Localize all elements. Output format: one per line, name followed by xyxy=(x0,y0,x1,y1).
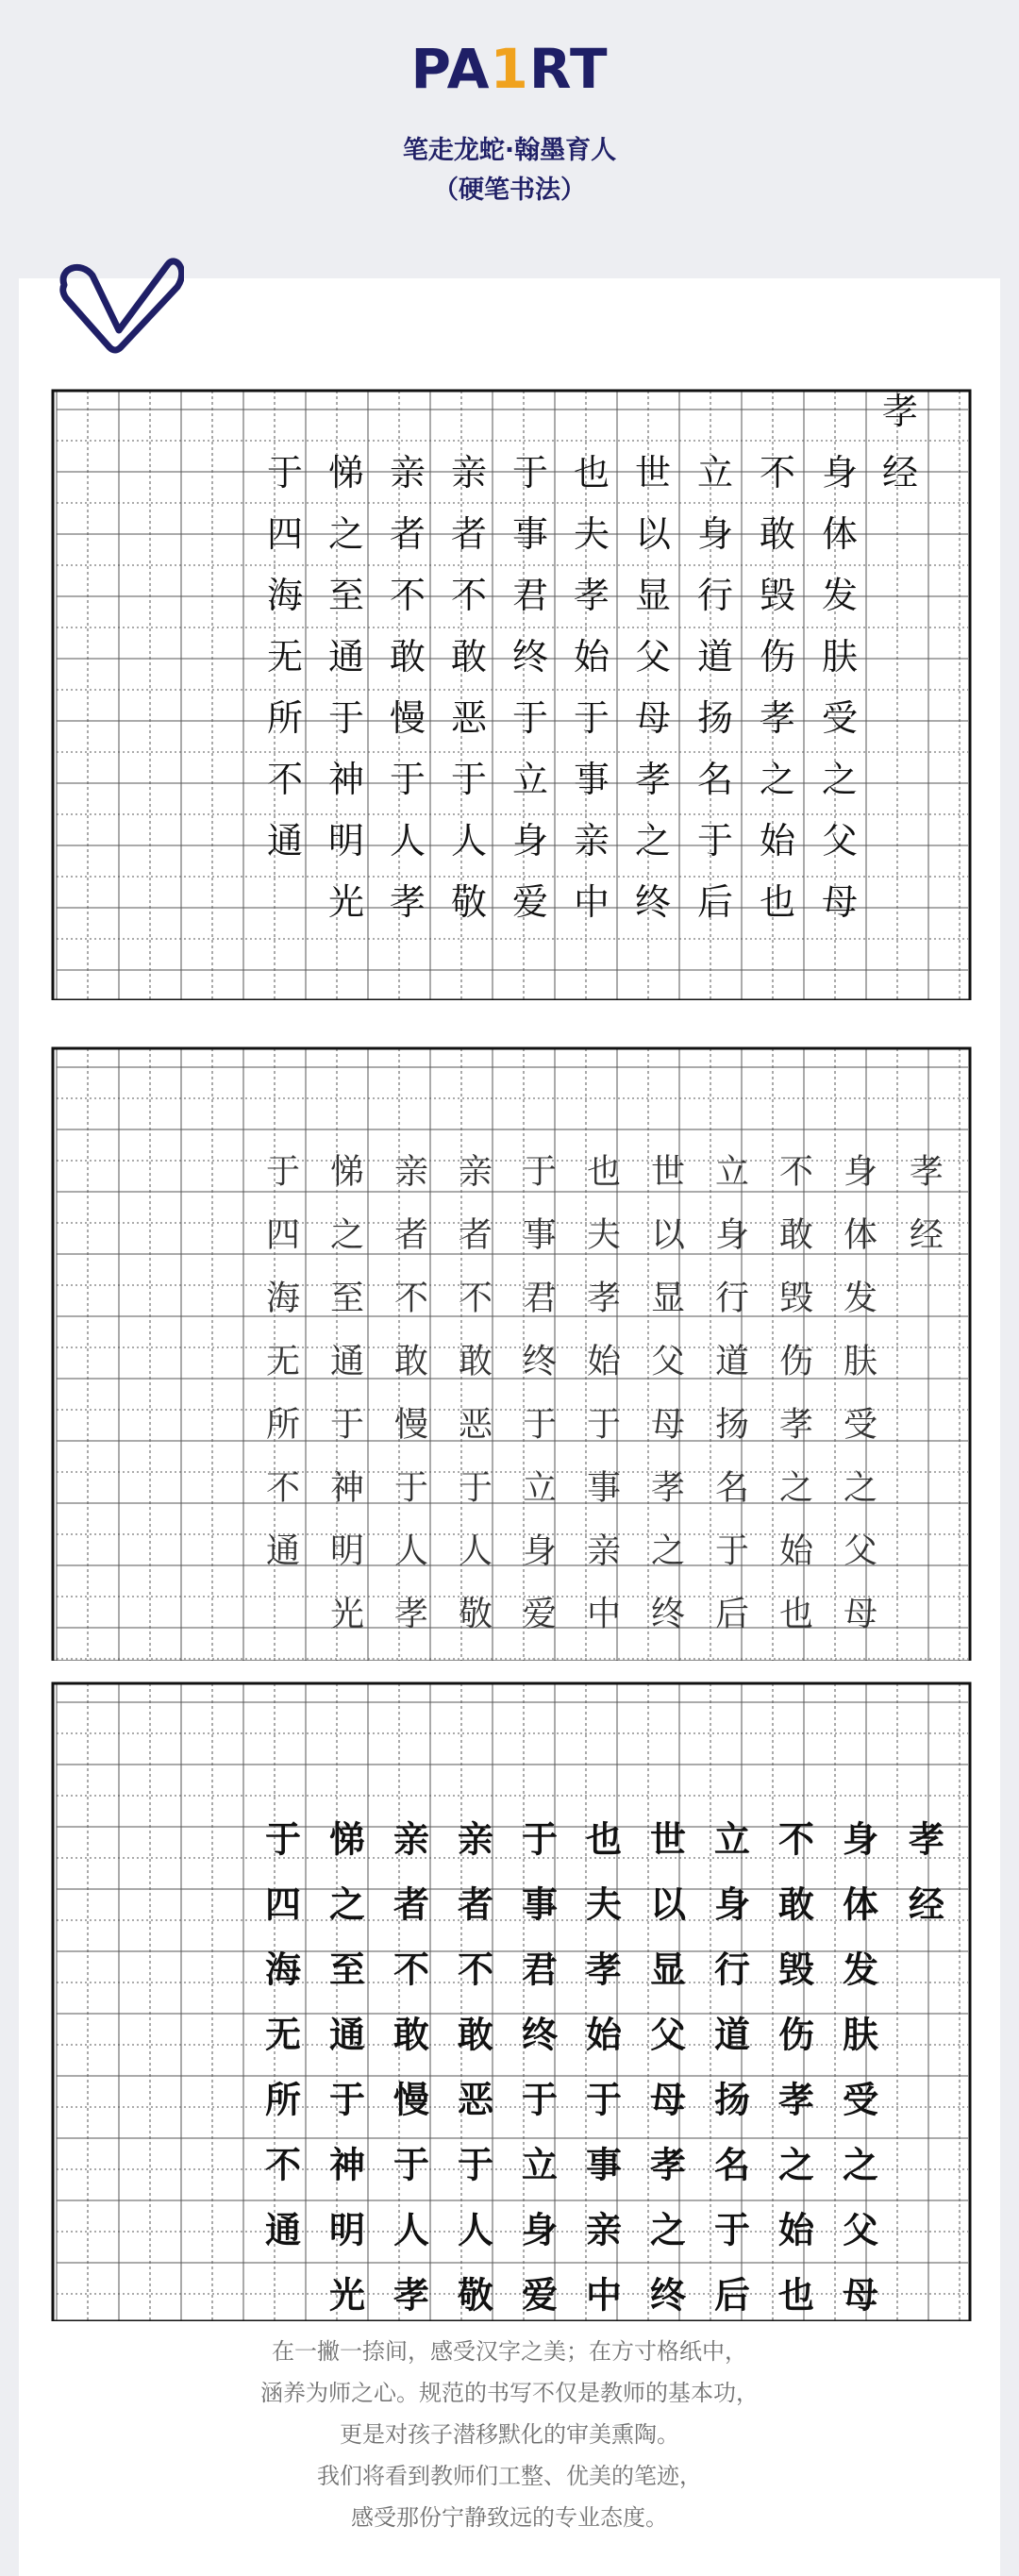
calligraphy-char: 终 xyxy=(634,881,672,923)
calligraphy-char: 后 xyxy=(713,2273,751,2317)
calligraphy-char: 慢 xyxy=(393,2078,430,2121)
calligraphy-char: 身 xyxy=(821,452,859,493)
calligraphy-char: 通 xyxy=(265,1531,301,1571)
calligraphy-char: 之 xyxy=(650,1531,686,1571)
logo-number: 1 xyxy=(490,37,529,101)
calligraphy-char: 立 xyxy=(511,759,549,800)
calligraphy-char: 于 xyxy=(521,1817,559,1861)
calligraphy-char: 于 xyxy=(450,759,488,800)
calligraphy-char: 孝 xyxy=(909,1152,944,1192)
calligraphy-char: 名 xyxy=(696,759,734,800)
calligraphy-char: 显 xyxy=(650,1279,686,1318)
header xyxy=(0,0,1019,278)
page-title: 笔走龙蛇·翰墨育人 xyxy=(402,136,617,165)
calligraphy-char: 终 xyxy=(521,2013,559,2056)
calligraphy-char: 孝 xyxy=(393,2273,430,2317)
footer-text xyxy=(0,2331,1019,2538)
calligraphy-char: 亲 xyxy=(457,1817,494,1861)
calligraphy-char: 之 xyxy=(759,759,796,800)
calligraphy-char: 肤 xyxy=(821,636,859,677)
calligraphy-char: 终 xyxy=(522,1342,558,1381)
calligraphy-char: 亲 xyxy=(586,1531,622,1571)
calligraphy-char: 毁 xyxy=(777,1948,815,1991)
calligraphy-char: 海 xyxy=(265,1279,301,1318)
calligraphy-char: 于 xyxy=(573,697,610,739)
calligraphy-char: 扬 xyxy=(714,1405,750,1445)
calligraphy-char: 体 xyxy=(843,1215,878,1255)
calligraphy-char: 身 xyxy=(522,1531,558,1571)
calligraphy-char: 者 xyxy=(393,1882,430,1926)
calligraphy-char: 君 xyxy=(511,575,549,616)
calligraphy-char: 不 xyxy=(393,1948,430,1991)
calligraphy-char: 身 xyxy=(696,513,734,555)
calligraphy-char: 事 xyxy=(586,1468,622,1508)
calligraphy-char: 人 xyxy=(389,820,426,861)
calligraphy-char: 名 xyxy=(713,2143,751,2186)
calligraphy-char: 亲 xyxy=(458,1152,493,1192)
calligraphy-char: 四 xyxy=(265,1215,301,1255)
footer-line: 在一撇一捺间，感受汉字之美；在方寸格纸中， xyxy=(272,2338,747,2365)
checkmark-heart-icon xyxy=(57,255,184,354)
calligraphy-char: 扬 xyxy=(713,2078,751,2121)
calligraphy-char: 行 xyxy=(713,1948,751,1991)
calligraphy-char: 所 xyxy=(265,1405,301,1445)
calligraphy-char: 世 xyxy=(634,452,672,493)
calligraphy-char: 发 xyxy=(843,1279,878,1318)
calligraphy-char: 敬 xyxy=(457,2273,494,2317)
calligraphy-char: 以 xyxy=(650,1215,686,1255)
calligraphy-char: 通 xyxy=(264,2208,302,2251)
calligraphy-char: 身 xyxy=(521,2208,559,2251)
calligraphy-char: 母 xyxy=(650,1405,686,1445)
calligraphy-char: 发 xyxy=(842,1948,879,1991)
calligraphy-char: 之 xyxy=(329,1215,365,1255)
calligraphy-char: 经 xyxy=(909,1215,944,1255)
calligraphy-char: 肤 xyxy=(842,2013,879,2056)
calligraphy-char: 通 xyxy=(266,820,304,861)
brand-logo xyxy=(0,36,1019,102)
calligraphy-char: 身 xyxy=(843,1152,878,1192)
calligraphy-char: 无 xyxy=(264,2013,302,2056)
calligraphy-char: 名 xyxy=(714,1468,750,1508)
sheet-frame xyxy=(53,1048,970,1661)
calligraphy-char: 孝 xyxy=(649,2143,687,2186)
calligraphy-char: 夫 xyxy=(586,1215,622,1255)
calligraphy-char: 不 xyxy=(389,575,426,616)
calligraphy-char: 爱 xyxy=(522,1595,558,1634)
calligraphy-char: 终 xyxy=(511,636,549,677)
calligraphy-char: 敬 xyxy=(458,1595,493,1634)
calligraphy-char: 孝 xyxy=(908,1817,945,1861)
calligraphy-char: 敢 xyxy=(778,1215,814,1255)
calligraphy-char: 光 xyxy=(327,881,365,923)
calligraphy-char: 海 xyxy=(264,1948,302,1991)
calligraphy-char: 伤 xyxy=(777,2013,815,2056)
calligraphy-char: 母 xyxy=(634,697,672,739)
calligraphy-char: 四 xyxy=(266,513,304,555)
calligraphy-char: 不 xyxy=(450,575,488,616)
calligraphy-char: 毁 xyxy=(778,1279,814,1318)
calligraphy-char: 也 xyxy=(586,1152,622,1192)
calligraphy-char: 敬 xyxy=(450,881,488,923)
calligraphy-char: 亲 xyxy=(389,452,426,493)
sheet-frame xyxy=(53,1683,970,2321)
grid-lines xyxy=(57,1683,968,2321)
calligraphy-char: 之 xyxy=(842,2143,879,2186)
calligraphy-char: 不 xyxy=(457,1948,494,1991)
calligraphy-char: 通 xyxy=(327,636,365,677)
calligraphy-char: 孝 xyxy=(585,1948,623,1991)
calligraphy-char: 于 xyxy=(266,452,304,493)
calligraphy-char: 者 xyxy=(450,513,488,555)
calligraphy-char: 于 xyxy=(393,1468,429,1508)
calligraphy-char: 敢 xyxy=(389,636,426,677)
calligraphy-sheet-3 xyxy=(49,1680,974,2321)
calligraphy-char: 始 xyxy=(759,820,796,861)
calligraphy-char: 夫 xyxy=(585,1882,623,1926)
calligraphy-char: 人 xyxy=(393,1531,429,1571)
calligraphy-char: 不 xyxy=(778,1152,814,1192)
calligraphy-char: 明 xyxy=(327,820,365,861)
calligraphy-char: 父 xyxy=(842,2208,879,2251)
calligraphy-char: 事 xyxy=(573,759,610,800)
calligraphy-char: 受 xyxy=(843,1405,878,1445)
calligraphy-char: 敢 xyxy=(393,1342,429,1381)
grid-lines xyxy=(57,1048,968,1661)
calligraphy-char: 父 xyxy=(843,1531,878,1571)
page-subtitle: （硬笔书法） xyxy=(433,176,586,205)
calligraphy-char: 世 xyxy=(649,1817,687,1861)
calligraphy-char: 者 xyxy=(393,1215,429,1255)
calligraphy-char: 无 xyxy=(266,636,304,677)
calligraphy-char: 之 xyxy=(327,513,365,555)
calligraphy-char: 之 xyxy=(649,2208,687,2251)
calligraphy-char: 海 xyxy=(266,575,304,616)
calligraphy-char: 亲 xyxy=(450,452,488,493)
calligraphy-char: 显 xyxy=(649,1948,687,1991)
calligraphy-char: 明 xyxy=(329,1531,365,1571)
calligraphy-char: 行 xyxy=(714,1279,750,1318)
calligraphy-char: 于 xyxy=(329,1405,365,1445)
calligraphy-char: 不 xyxy=(265,1468,301,1508)
calligraphy-char: 孝 xyxy=(586,1279,622,1318)
calligraphy-char: 人 xyxy=(458,1531,493,1571)
calligraphy-char: 始 xyxy=(586,1342,622,1381)
calligraphy-char: 光 xyxy=(328,2273,366,2317)
calligraphy-char: 于 xyxy=(714,1531,750,1571)
calligraphy-sheet-1 xyxy=(49,387,974,1000)
calligraphy-char: 受 xyxy=(842,2078,879,2121)
calligraphy-char: 不 xyxy=(266,759,304,800)
calligraphy-char: 孝 xyxy=(650,1468,686,1508)
calligraphy-char: 扬 xyxy=(696,697,734,739)
calligraphy-char: 神 xyxy=(327,759,365,800)
calligraphy-char: 神 xyxy=(329,1468,365,1508)
calligraphy-char: 不 xyxy=(759,452,796,493)
calligraphy-char: 所 xyxy=(264,2078,302,2121)
calligraphy-char: 四 xyxy=(264,1882,302,1926)
calligraphy-char: 恶 xyxy=(458,1405,493,1445)
calligraphy-char: 恶 xyxy=(457,2078,494,2121)
calligraphy-char: 于 xyxy=(522,1405,558,1445)
calligraphy-char: 之 xyxy=(821,759,859,800)
calligraphy-char: 世 xyxy=(650,1152,686,1192)
calligraphy-char: 事 xyxy=(585,2143,623,2186)
calligraphy-char: 始 xyxy=(777,2208,815,2251)
footer-line: 感受那份宁静致远的专业态度。 xyxy=(351,2504,668,2531)
calligraphy-char: 母 xyxy=(821,881,859,923)
calligraphy-char: 夫 xyxy=(573,513,610,555)
calligraphy-char: 于 xyxy=(696,820,734,861)
calligraphy-char: 于 xyxy=(521,2078,559,2121)
calligraphy-char: 者 xyxy=(457,1882,494,1926)
calligraphy-char: 悌 xyxy=(329,1152,365,1192)
calligraphy-char: 孝 xyxy=(573,575,610,616)
calligraphy-char: 也 xyxy=(778,1595,814,1634)
calligraphy-char: 经 xyxy=(881,452,919,493)
calligraphy-char: 于 xyxy=(328,2078,366,2121)
footer-line: 更是对孩子潜移默化的审美熏陶。 xyxy=(340,2421,679,2448)
calligraphy-char: 亲 xyxy=(393,1152,429,1192)
calligraphy-char: 君 xyxy=(522,1279,558,1318)
calligraphy-char: 父 xyxy=(821,820,859,861)
calligraphy-char: 敢 xyxy=(393,2013,430,2056)
footer-line: 涵养为师之心。规范的书写不仅是教师的基本功， xyxy=(260,2380,759,2406)
calligraphy-char: 通 xyxy=(329,1342,365,1381)
calligraphy-char: 于 xyxy=(393,2143,430,2186)
calligraphy-char: 受 xyxy=(821,697,859,739)
footer-line: 我们将看到教师们工整、优美的笔迹， xyxy=(317,2463,702,2489)
calligraphy-char: 悌 xyxy=(327,452,365,493)
calligraphy-char: 于 xyxy=(586,1405,622,1445)
calligraphy-char: 人 xyxy=(393,2208,430,2251)
calligraphy-char: 孝 xyxy=(393,1595,429,1634)
calligraphy-char: 父 xyxy=(649,2013,687,2056)
calligraphy-char: 立 xyxy=(522,1468,558,1508)
calligraphy-char: 伤 xyxy=(759,636,796,677)
calligraphy-char: 之 xyxy=(778,1468,814,1508)
calligraphy-char: 悌 xyxy=(328,1817,366,1861)
calligraphy-char: 经 xyxy=(908,1882,945,1926)
calligraphy-char: 于 xyxy=(389,759,426,800)
calligraphy-char: 也 xyxy=(759,881,796,923)
calligraphy-char: 始 xyxy=(573,636,610,677)
calligraphy-char: 身 xyxy=(511,820,549,861)
calligraphy-char: 毁 xyxy=(759,575,796,616)
calligraphy-char: 人 xyxy=(457,2208,494,2251)
logo-prefix: PA xyxy=(410,37,491,101)
calligraphy-char: 以 xyxy=(649,1882,687,1926)
calligraphy-char: 中 xyxy=(586,1595,622,1634)
calligraphy-char: 敢 xyxy=(759,513,796,555)
calligraphy-char: 终 xyxy=(649,2273,687,2317)
calligraphy-char: 显 xyxy=(634,575,672,616)
calligraphy-char: 立 xyxy=(696,452,734,493)
calligraphy-char: 父 xyxy=(634,636,672,677)
calligraphy-char: 立 xyxy=(713,1817,751,1861)
calligraphy-char: 身 xyxy=(714,1215,750,1255)
calligraphy-char: 敢 xyxy=(458,1342,493,1381)
calligraphy-char: 道 xyxy=(696,636,734,677)
calligraphy-char: 光 xyxy=(329,1595,365,1634)
calligraphy-char: 之 xyxy=(634,820,672,861)
calligraphy-char: 爱 xyxy=(511,881,549,923)
calligraphy-char: 人 xyxy=(450,820,488,861)
calligraphy-char: 父 xyxy=(650,1342,686,1381)
calligraphy-char: 不 xyxy=(777,1817,815,1861)
calligraphy-char: 于 xyxy=(458,1468,493,1508)
calligraphy-char: 亲 xyxy=(393,1817,430,1861)
calligraphy-char: 母 xyxy=(649,2078,687,2121)
calligraphy-char: 孝 xyxy=(778,1405,814,1445)
calligraphy-char: 于 xyxy=(265,1152,301,1192)
calligraphy-char: 道 xyxy=(713,2013,751,2056)
calligraphy-char: 至 xyxy=(328,1948,366,1991)
calligraphy-char: 不 xyxy=(458,1279,493,1318)
calligraphy-char: 敢 xyxy=(777,1882,815,1926)
calligraphy-char: 于 xyxy=(511,697,549,739)
calligraphy-char: 至 xyxy=(329,1279,365,1318)
calligraphy-char: 终 xyxy=(650,1595,686,1634)
calligraphy-char: 立 xyxy=(714,1152,750,1192)
calligraphy-char: 于 xyxy=(327,697,365,739)
calligraphy-char: 敢 xyxy=(450,636,488,677)
calligraphy-char: 于 xyxy=(511,452,549,493)
calligraphy-char: 事 xyxy=(521,1882,559,1926)
calligraphy-char: 孝 xyxy=(634,759,672,800)
calligraphy-char: 至 xyxy=(327,575,365,616)
calligraphy-char: 明 xyxy=(328,2208,366,2251)
calligraphy-char: 于 xyxy=(522,1152,558,1192)
calligraphy-char: 之 xyxy=(843,1468,878,1508)
calligraphy-char: 君 xyxy=(521,1948,559,1991)
calligraphy-char: 者 xyxy=(458,1215,493,1255)
calligraphy-char: 不 xyxy=(393,1279,429,1318)
calligraphy-char: 发 xyxy=(821,575,859,616)
calligraphy-char: 中 xyxy=(573,881,610,923)
calligraphy-char: 亲 xyxy=(573,820,610,861)
calligraphy-char: 无 xyxy=(265,1342,301,1381)
calligraphy-char: 伤 xyxy=(778,1342,814,1381)
calligraphy-char: 中 xyxy=(585,2273,623,2317)
calligraphy-char: 也 xyxy=(585,1817,623,1861)
calligraphy-char: 体 xyxy=(842,1882,879,1926)
calligraphy-char: 孝 xyxy=(759,697,796,739)
calligraphy-char: 恶 xyxy=(450,697,488,739)
calligraphy-char: 体 xyxy=(821,513,859,555)
calligraphy-char: 者 xyxy=(389,513,426,555)
calligraphy-char: 母 xyxy=(843,1595,878,1634)
logo-suffix: RT xyxy=(528,37,609,101)
calligraphy-char: 亲 xyxy=(585,2208,623,2251)
calligraphy-sheet-2 xyxy=(49,1043,974,1661)
calligraphy-char: 肤 xyxy=(843,1342,878,1381)
calligraphy-char: 孝 xyxy=(881,391,919,432)
calligraphy-char: 道 xyxy=(714,1342,750,1381)
calligraphy-char: 于 xyxy=(585,2078,623,2121)
calligraphy-char: 慢 xyxy=(393,1405,429,1445)
calligraphy-char: 所 xyxy=(266,697,304,739)
calligraphy-char: 之 xyxy=(328,1882,366,1926)
calligraphy-char: 也 xyxy=(573,452,610,493)
calligraphy-char: 后 xyxy=(696,881,734,923)
calligraphy-char: 于 xyxy=(713,2208,751,2251)
calligraphy-char: 事 xyxy=(522,1215,558,1255)
calligraphy-char: 神 xyxy=(328,2143,366,2186)
calligraphy-char: 母 xyxy=(842,2273,879,2317)
calligraphy-char: 不 xyxy=(264,2143,302,2186)
calligraphy-char: 事 xyxy=(511,513,549,555)
calligraphy-char: 也 xyxy=(777,2273,815,2317)
calligraphy-char: 身 xyxy=(713,1882,751,1926)
calligraphy-char: 孝 xyxy=(389,881,426,923)
calligraphy-char: 敢 xyxy=(457,2013,494,2056)
calligraphy-char: 立 xyxy=(521,2143,559,2186)
calligraphy-char: 爱 xyxy=(521,2273,559,2317)
calligraphy-char: 后 xyxy=(714,1595,750,1634)
calligraphy-char: 慢 xyxy=(389,697,426,739)
calligraphy-char: 通 xyxy=(328,2013,366,2056)
calligraphy-char: 之 xyxy=(777,2143,815,2186)
calligraphy-char: 孝 xyxy=(777,2078,815,2121)
calligraphy-char: 身 xyxy=(842,1817,879,1861)
calligraphy-char: 始 xyxy=(778,1531,814,1571)
calligraphy-char: 行 xyxy=(696,575,734,616)
calligraphy-char: 始 xyxy=(585,2013,623,2056)
calligraphy-char: 以 xyxy=(634,513,672,555)
calligraphy-char: 于 xyxy=(264,1817,302,1861)
calligraphy-char: 于 xyxy=(457,2143,494,2186)
